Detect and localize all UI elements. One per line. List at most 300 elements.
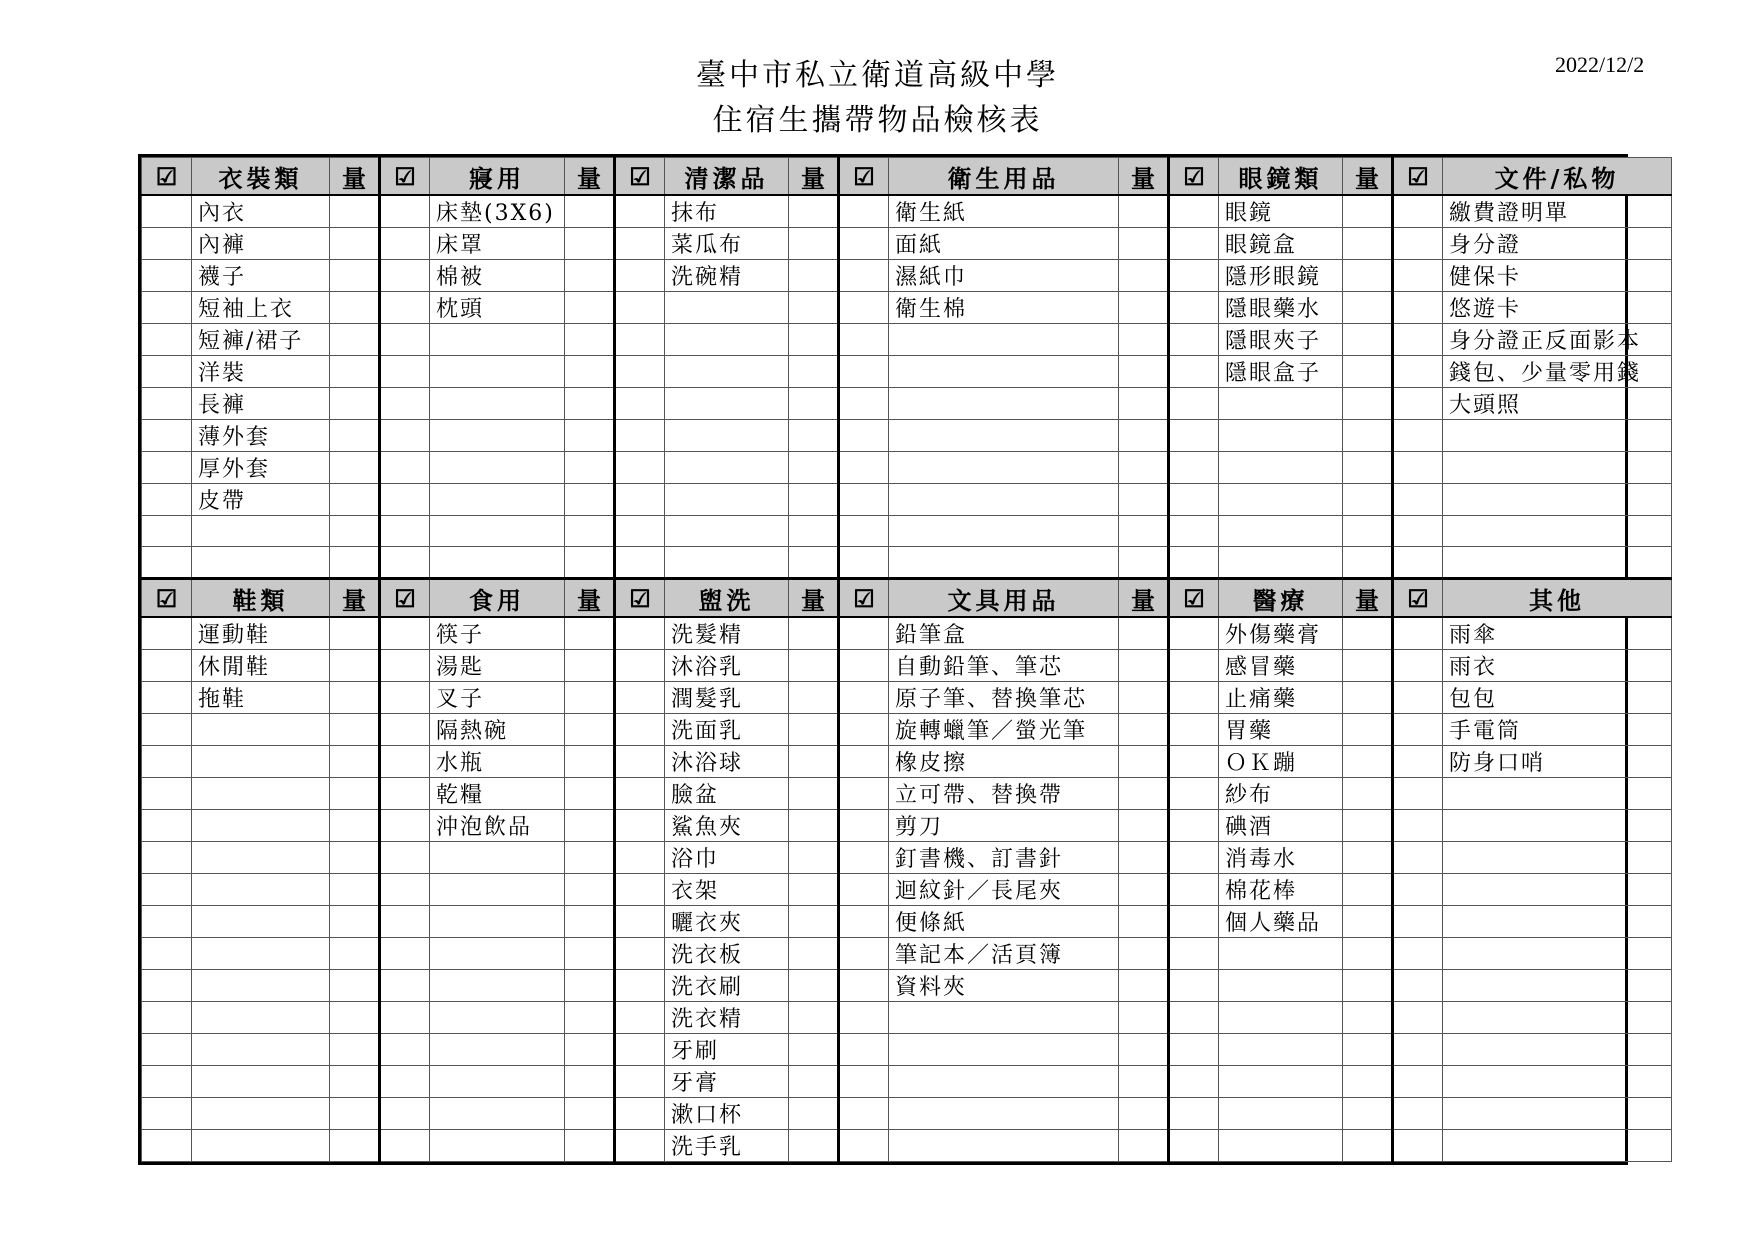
check-cell[interactable]	[839, 714, 889, 746]
check-cell[interactable]	[1393, 842, 1443, 874]
check-cell[interactable]	[615, 228, 665, 260]
qty-cell[interactable]	[789, 874, 839, 906]
check-cell[interactable]	[615, 452, 665, 484]
check-cell[interactable]	[839, 292, 889, 324]
check-cell[interactable]	[1393, 1034, 1443, 1066]
qty-cell[interactable]	[565, 617, 615, 650]
check-cell[interactable]	[380, 842, 430, 874]
check-cell[interactable]	[142, 842, 192, 874]
check-cell[interactable]	[839, 452, 889, 484]
check-cell[interactable]	[839, 388, 889, 420]
check-cell[interactable]	[839, 484, 889, 516]
qty-cell[interactable]	[565, 970, 615, 1002]
qty-cell[interactable]	[565, 547, 615, 579]
qty-cell[interactable]	[1343, 938, 1393, 970]
qty-cell[interactable]	[330, 516, 380, 547]
qty-cell[interactable]	[1119, 547, 1169, 579]
check-cell[interactable]	[1169, 682, 1219, 714]
check-cell[interactable]	[1393, 938, 1443, 970]
qty-cell[interactable]	[789, 1130, 839, 1162]
check-cell[interactable]	[615, 1066, 665, 1098]
check-cell[interactable]	[1393, 547, 1443, 579]
qty-cell[interactable]	[330, 746, 380, 778]
check-cell[interactable]	[1169, 324, 1219, 356]
qty-cell[interactable]	[789, 810, 839, 842]
check-cell[interactable]	[380, 938, 430, 970]
qty-cell[interactable]	[330, 682, 380, 714]
check-cell[interactable]	[380, 1066, 430, 1098]
qty-cell[interactable]	[1119, 1034, 1169, 1066]
check-cell[interactable]	[380, 617, 430, 650]
check-cell[interactable]	[142, 260, 192, 292]
check-cell[interactable]	[1393, 228, 1443, 260]
check-cell[interactable]	[839, 906, 889, 938]
check-cell[interactable]	[1169, 970, 1219, 1002]
check-cell[interactable]	[1393, 1066, 1443, 1098]
check-cell[interactable]	[142, 970, 192, 1002]
qty-cell[interactable]	[330, 906, 380, 938]
qty-cell[interactable]	[1119, 714, 1169, 746]
qty-cell[interactable]	[565, 292, 615, 324]
check-cell[interactable]	[615, 1130, 665, 1162]
check-cell[interactable]	[839, 228, 889, 260]
qty-cell[interactable]	[330, 260, 380, 292]
qty-cell[interactable]	[565, 516, 615, 547]
qty-cell[interactable]	[330, 650, 380, 682]
qty-cell[interactable]	[789, 547, 839, 579]
check-cell[interactable]	[1169, 452, 1219, 484]
check-cell[interactable]	[142, 617, 192, 650]
check-cell[interactable]	[1393, 1002, 1443, 1034]
qty-cell[interactable]	[1343, 260, 1393, 292]
check-cell[interactable]	[380, 516, 430, 547]
qty-cell[interactable]	[565, 324, 615, 356]
qty-cell[interactable]	[1343, 388, 1393, 420]
qty-cell[interactable]	[1343, 906, 1393, 938]
check-cell[interactable]	[1169, 260, 1219, 292]
check-cell[interactable]	[615, 778, 665, 810]
qty-cell[interactable]	[1343, 1130, 1393, 1162]
check-cell[interactable]	[142, 810, 192, 842]
check-cell[interactable]	[380, 195, 430, 228]
qty-cell[interactable]	[789, 292, 839, 324]
qty-cell[interactable]	[789, 484, 839, 516]
check-cell[interactable]	[1393, 324, 1443, 356]
qty-cell[interactable]	[1119, 388, 1169, 420]
check-cell[interactable]	[142, 324, 192, 356]
check-cell[interactable]	[380, 810, 430, 842]
check-cell[interactable]	[1169, 746, 1219, 778]
check-cell[interactable]	[615, 516, 665, 547]
qty-cell[interactable]	[1343, 324, 1393, 356]
qty-cell[interactable]	[1119, 484, 1169, 516]
qty-cell[interactable]	[789, 714, 839, 746]
qty-cell[interactable]	[1119, 810, 1169, 842]
check-cell[interactable]	[615, 195, 665, 228]
check-cell[interactable]	[1169, 650, 1219, 682]
qty-cell[interactable]	[330, 874, 380, 906]
check-cell[interactable]	[142, 1098, 192, 1130]
qty-cell[interactable]	[789, 682, 839, 714]
check-cell[interactable]	[380, 452, 430, 484]
qty-cell[interactable]	[1119, 746, 1169, 778]
qty-cell[interactable]	[1119, 906, 1169, 938]
check-cell[interactable]	[1169, 547, 1219, 579]
check-cell[interactable]	[839, 682, 889, 714]
check-cell[interactable]	[615, 970, 665, 1002]
check-cell[interactable]	[1169, 714, 1219, 746]
check-cell[interactable]	[380, 970, 430, 1002]
qty-cell[interactable]	[1343, 842, 1393, 874]
check-cell[interactable]	[1393, 356, 1443, 388]
check-cell[interactable]	[615, 484, 665, 516]
check-cell[interactable]	[1393, 1098, 1443, 1130]
qty-cell[interactable]	[1343, 1002, 1393, 1034]
check-cell[interactable]	[1393, 682, 1443, 714]
check-cell[interactable]	[1169, 778, 1219, 810]
qty-cell[interactable]	[330, 970, 380, 1002]
check-cell[interactable]	[1169, 906, 1219, 938]
check-cell[interactable]	[1393, 874, 1443, 906]
check-cell[interactable]	[380, 746, 430, 778]
check-cell[interactable]	[839, 356, 889, 388]
check-cell[interactable]	[839, 970, 889, 1002]
qty-cell[interactable]	[1343, 970, 1393, 1002]
qty-cell[interactable]	[1343, 746, 1393, 778]
check-cell[interactable]	[142, 1002, 192, 1034]
qty-cell[interactable]	[1119, 356, 1169, 388]
check-cell[interactable]	[380, 324, 430, 356]
qty-cell[interactable]	[565, 842, 615, 874]
check-cell[interactable]	[615, 388, 665, 420]
check-cell[interactable]	[380, 778, 430, 810]
qty-cell[interactable]	[1343, 452, 1393, 484]
qty-cell[interactable]	[565, 874, 615, 906]
qty-cell[interactable]	[565, 260, 615, 292]
check-cell[interactable]	[1169, 1098, 1219, 1130]
qty-cell[interactable]	[330, 195, 380, 228]
check-cell[interactable]	[615, 324, 665, 356]
qty-cell[interactable]	[330, 228, 380, 260]
qty-cell[interactable]	[565, 1066, 615, 1098]
qty-cell[interactable]	[1343, 356, 1393, 388]
qty-cell[interactable]	[1119, 1066, 1169, 1098]
qty-cell[interactable]	[1343, 228, 1393, 260]
qty-cell[interactable]	[565, 420, 615, 452]
check-cell[interactable]	[839, 778, 889, 810]
qty-cell[interactable]	[1343, 682, 1393, 714]
check-cell[interactable]	[1169, 1130, 1219, 1162]
qty-cell[interactable]	[789, 516, 839, 547]
check-cell[interactable]	[839, 938, 889, 970]
check-cell[interactable]	[615, 547, 665, 579]
check-cell[interactable]	[142, 195, 192, 228]
qty-cell[interactable]	[565, 452, 615, 484]
qty-cell[interactable]	[789, 778, 839, 810]
check-cell[interactable]	[1393, 388, 1443, 420]
check-cell[interactable]	[1393, 778, 1443, 810]
check-cell[interactable]	[380, 1034, 430, 1066]
check-cell[interactable]	[839, 874, 889, 906]
check-cell[interactable]	[1393, 714, 1443, 746]
qty-cell[interactable]	[1119, 420, 1169, 452]
check-cell[interactable]	[1393, 484, 1443, 516]
check-cell[interactable]	[380, 228, 430, 260]
qty-cell[interactable]	[565, 746, 615, 778]
qty-cell[interactable]	[330, 292, 380, 324]
check-cell[interactable]	[839, 650, 889, 682]
check-cell[interactable]	[380, 874, 430, 906]
qty-cell[interactable]	[1343, 547, 1393, 579]
check-cell[interactable]	[380, 260, 430, 292]
qty-cell[interactable]	[330, 778, 380, 810]
qty-cell[interactable]	[1119, 1098, 1169, 1130]
check-cell[interactable]	[380, 1130, 430, 1162]
check-cell[interactable]	[615, 682, 665, 714]
qty-cell[interactable]	[565, 906, 615, 938]
qty-cell[interactable]	[789, 1098, 839, 1130]
check-cell[interactable]	[839, 746, 889, 778]
check-cell[interactable]	[839, 842, 889, 874]
check-cell[interactable]	[1169, 1002, 1219, 1034]
check-cell[interactable]	[839, 547, 889, 579]
check-cell[interactable]	[615, 1098, 665, 1130]
check-cell[interactable]	[839, 1034, 889, 1066]
check-cell[interactable]	[1393, 746, 1443, 778]
check-cell[interactable]	[380, 547, 430, 579]
check-cell[interactable]	[1393, 810, 1443, 842]
qty-cell[interactable]	[330, 420, 380, 452]
qty-cell[interactable]	[789, 650, 839, 682]
check-cell[interactable]	[839, 516, 889, 547]
check-cell[interactable]	[1393, 516, 1443, 547]
check-cell[interactable]	[1169, 228, 1219, 260]
check-cell[interactable]	[615, 906, 665, 938]
check-cell[interactable]	[380, 714, 430, 746]
qty-cell[interactable]	[330, 388, 380, 420]
qty-cell[interactable]	[565, 938, 615, 970]
check-cell[interactable]	[142, 906, 192, 938]
qty-cell[interactable]	[565, 778, 615, 810]
qty-cell[interactable]	[565, 484, 615, 516]
check-cell[interactable]	[142, 1130, 192, 1162]
check-cell[interactable]	[1169, 1066, 1219, 1098]
qty-cell[interactable]	[789, 1066, 839, 1098]
qty-cell[interactable]	[789, 195, 839, 228]
qty-cell[interactable]	[789, 420, 839, 452]
qty-cell[interactable]	[1343, 617, 1393, 650]
qty-cell[interactable]	[1119, 842, 1169, 874]
check-cell[interactable]	[380, 484, 430, 516]
check-cell[interactable]	[142, 1066, 192, 1098]
check-cell[interactable]	[1169, 516, 1219, 547]
qty-cell[interactable]	[1119, 778, 1169, 810]
check-cell[interactable]	[1393, 650, 1443, 682]
qty-cell[interactable]	[1343, 292, 1393, 324]
qty-cell[interactable]	[565, 1002, 615, 1034]
qty-cell[interactable]	[1343, 650, 1393, 682]
qty-cell[interactable]	[789, 388, 839, 420]
check-cell[interactable]	[615, 874, 665, 906]
qty-cell[interactable]	[330, 842, 380, 874]
check-cell[interactable]	[1393, 420, 1443, 452]
check-cell[interactable]	[615, 292, 665, 324]
qty-cell[interactable]	[1343, 874, 1393, 906]
qty-cell[interactable]	[330, 1034, 380, 1066]
qty-cell[interactable]	[789, 970, 839, 1002]
qty-cell[interactable]	[330, 714, 380, 746]
qty-cell[interactable]	[330, 938, 380, 970]
check-cell[interactable]	[1169, 484, 1219, 516]
qty-cell[interactable]	[789, 452, 839, 484]
qty-cell[interactable]	[789, 842, 839, 874]
check-cell[interactable]	[1169, 1034, 1219, 1066]
qty-cell[interactable]	[1343, 1098, 1393, 1130]
qty-cell[interactable]	[789, 356, 839, 388]
check-cell[interactable]	[380, 682, 430, 714]
check-cell[interactable]	[380, 292, 430, 324]
check-cell[interactable]	[142, 1034, 192, 1066]
check-cell[interactable]	[142, 452, 192, 484]
qty-cell[interactable]	[330, 617, 380, 650]
qty-cell[interactable]	[1119, 195, 1169, 228]
check-cell[interactable]	[1169, 617, 1219, 650]
qty-cell[interactable]	[1119, 650, 1169, 682]
qty-cell[interactable]	[330, 356, 380, 388]
qty-cell[interactable]	[1119, 516, 1169, 547]
check-cell[interactable]	[380, 1002, 430, 1034]
check-cell[interactable]	[380, 1098, 430, 1130]
check-cell[interactable]	[1169, 810, 1219, 842]
check-cell[interactable]	[615, 420, 665, 452]
check-cell[interactable]	[615, 1002, 665, 1034]
qty-cell[interactable]	[565, 682, 615, 714]
check-cell[interactable]	[839, 617, 889, 650]
qty-cell[interactable]	[565, 388, 615, 420]
qty-cell[interactable]	[1119, 1002, 1169, 1034]
check-cell[interactable]	[615, 617, 665, 650]
qty-cell[interactable]	[1343, 1066, 1393, 1098]
qty-cell[interactable]	[565, 1098, 615, 1130]
check-cell[interactable]	[1393, 292, 1443, 324]
check-cell[interactable]	[142, 938, 192, 970]
qty-cell[interactable]	[330, 484, 380, 516]
qty-cell[interactable]	[565, 228, 615, 260]
check-cell[interactable]	[615, 260, 665, 292]
qty-cell[interactable]	[330, 810, 380, 842]
qty-cell[interactable]	[330, 1066, 380, 1098]
check-cell[interactable]	[142, 388, 192, 420]
check-cell[interactable]	[1393, 1130, 1443, 1162]
qty-cell[interactable]	[565, 714, 615, 746]
check-cell[interactable]	[839, 260, 889, 292]
check-cell[interactable]	[1393, 617, 1443, 650]
qty-cell[interactable]	[330, 452, 380, 484]
check-cell[interactable]	[1393, 970, 1443, 1002]
qty-cell[interactable]	[1119, 1130, 1169, 1162]
check-cell[interactable]	[142, 516, 192, 547]
check-cell[interactable]	[615, 746, 665, 778]
check-cell[interactable]	[615, 1034, 665, 1066]
qty-cell[interactable]	[789, 938, 839, 970]
qty-cell[interactable]	[565, 1034, 615, 1066]
check-cell[interactable]	[839, 1002, 889, 1034]
qty-cell[interactable]	[330, 1130, 380, 1162]
check-cell[interactable]	[1169, 420, 1219, 452]
qty-cell[interactable]	[1119, 324, 1169, 356]
qty-cell[interactable]	[1343, 714, 1393, 746]
check-cell[interactable]	[142, 420, 192, 452]
check-cell[interactable]	[839, 324, 889, 356]
check-cell[interactable]	[1169, 874, 1219, 906]
qty-cell[interactable]	[1119, 938, 1169, 970]
check-cell[interactable]	[839, 1066, 889, 1098]
check-cell[interactable]	[1393, 260, 1443, 292]
check-cell[interactable]	[1169, 356, 1219, 388]
check-cell[interactable]	[380, 906, 430, 938]
check-cell[interactable]	[142, 650, 192, 682]
check-cell[interactable]	[1393, 906, 1443, 938]
check-cell[interactable]	[142, 356, 192, 388]
check-cell[interactable]	[1169, 842, 1219, 874]
qty-cell[interactable]	[1119, 228, 1169, 260]
check-cell[interactable]	[142, 292, 192, 324]
qty-cell[interactable]	[1119, 452, 1169, 484]
check-cell[interactable]	[142, 547, 192, 579]
qty-cell[interactable]	[1343, 484, 1393, 516]
qty-cell[interactable]	[565, 1130, 615, 1162]
qty-cell[interactable]	[1119, 970, 1169, 1002]
qty-cell[interactable]	[565, 810, 615, 842]
qty-cell[interactable]	[330, 324, 380, 356]
qty-cell[interactable]	[330, 1002, 380, 1034]
qty-cell[interactable]	[789, 906, 839, 938]
check-cell[interactable]	[1169, 195, 1219, 228]
check-cell[interactable]	[142, 682, 192, 714]
qty-cell[interactable]	[330, 1098, 380, 1130]
check-cell[interactable]	[380, 420, 430, 452]
check-cell[interactable]	[380, 356, 430, 388]
qty-cell[interactable]	[565, 195, 615, 228]
check-cell[interactable]	[615, 714, 665, 746]
qty-cell[interactable]	[789, 1034, 839, 1066]
qty-cell[interactable]	[1343, 1034, 1393, 1066]
check-cell[interactable]	[1169, 938, 1219, 970]
check-cell[interactable]	[839, 1130, 889, 1162]
check-cell[interactable]	[142, 778, 192, 810]
qty-cell[interactable]	[1119, 874, 1169, 906]
qty-cell[interactable]	[1343, 778, 1393, 810]
check-cell[interactable]	[142, 228, 192, 260]
check-cell[interactable]	[380, 650, 430, 682]
check-cell[interactable]	[142, 746, 192, 778]
check-cell[interactable]	[380, 388, 430, 420]
qty-cell[interactable]	[1343, 420, 1393, 452]
check-cell[interactable]	[1393, 195, 1443, 228]
check-cell[interactable]	[142, 484, 192, 516]
check-cell[interactable]	[839, 1098, 889, 1130]
qty-cell[interactable]	[789, 228, 839, 260]
check-cell[interactable]	[839, 195, 889, 228]
check-cell[interactable]	[839, 810, 889, 842]
qty-cell[interactable]	[565, 356, 615, 388]
check-cell[interactable]	[839, 420, 889, 452]
qty-cell[interactable]	[789, 1002, 839, 1034]
qty-cell[interactable]	[789, 324, 839, 356]
check-cell[interactable]	[615, 810, 665, 842]
check-cell[interactable]	[1393, 452, 1443, 484]
qty-cell[interactable]	[330, 547, 380, 579]
